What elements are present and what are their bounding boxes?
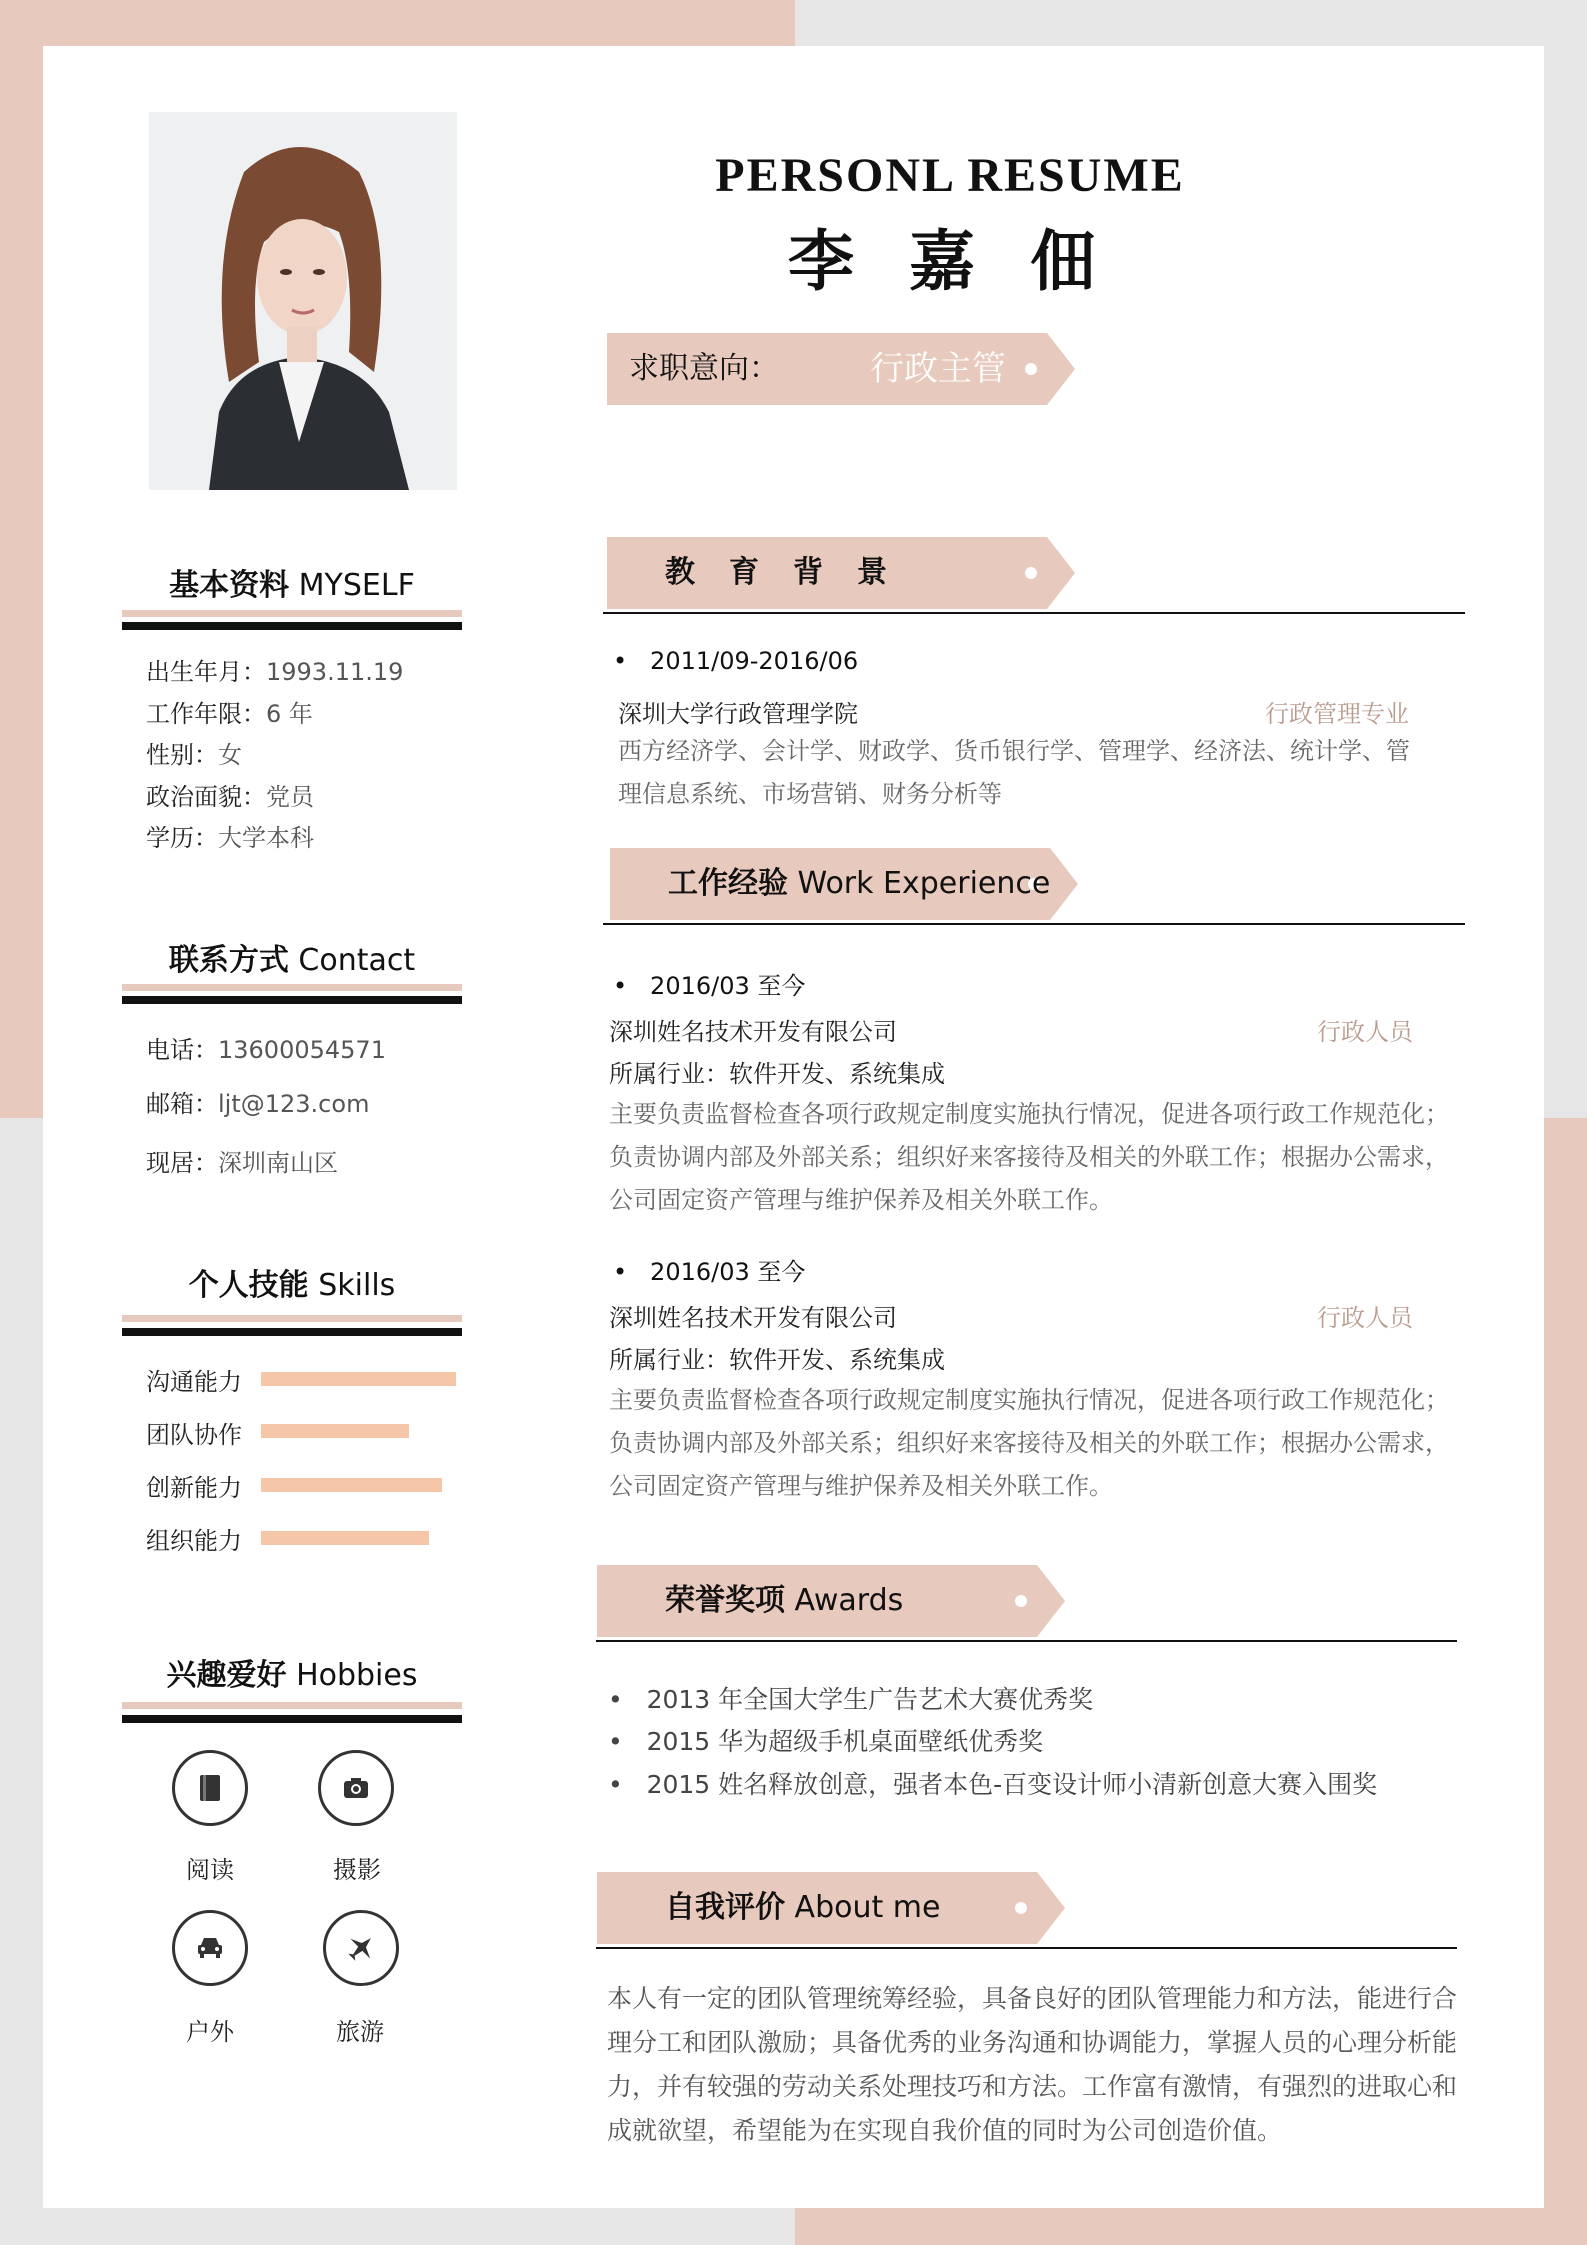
basic-item: 性别：女 <box>146 741 242 769</box>
heading-rule <box>122 1702 462 1709</box>
objective-banner <box>607 333 1077 405</box>
work-heading: 工作经验 Work Experience <box>668 866 1051 901</box>
award-item: • 2015 华为超级手机桌面壁纸优秀奖 <box>608 1727 1044 1756</box>
about-text: 本人有一定的团队管理统筹经验，具备良好的团队管理能力和方法，能进行合 理分工和团队激励；具备优秀的业务沟通和协调能力，掌握人员的心理分析能 力，并有较强的劳动关系处理技巧和方法。工作富有激情，有强烈的进取心和 成就欲望，希望能为在实现自我价值的同时为公司创造价值。 <box>607 1984 1458 2145</box>
education-school: 深圳大学行政管理学院 <box>618 700 858 728</box>
about-heading: 自我评价 About me <box>665 1890 941 1925</box>
heading-cn: 基本资料 <box>169 568 290 603</box>
section-divider <box>603 612 1465 614</box>
heading-rule <box>122 1315 462 1322</box>
hobby-label: 摄影 <box>333 1856 381 1884</box>
education-courses: 西方经济学、会计学、财政学、货币银行学、管理学、经济法、统计学、管 理信息系统、市场营销、财务分析等 <box>618 737 1410 808</box>
heading-cn: 联系方式 <box>168 943 289 978</box>
candidate-name: 李 嘉 佃 <box>788 223 1112 300</box>
hobby-label: 旅游 <box>336 2018 384 2046</box>
job-role: 行政人员 <box>1317 1018 1413 1046</box>
book-icon <box>172 1750 248 1826</box>
contact-email: 邮箱：ljt@123.com <box>146 1090 370 1118</box>
awards-banner <box>597 1565 1067 1637</box>
basic-info-heading <box>122 560 462 604</box>
skill-bar <box>261 1531 429 1545</box>
contact-phone: 电话：13600054571 <box>146 1036 386 1064</box>
car-icon <box>172 1910 248 1986</box>
resume-title: PERSONL RESUME <box>715 149 1185 202</box>
skill-label: 沟通能力 <box>146 1368 242 1396</box>
job-company: 深圳姓名技术开发有限公司 <box>609 1304 897 1332</box>
job-industry: 所属行业：软件开发、系统集成 <box>609 1346 945 1374</box>
hobby-label: 户外 <box>186 2018 234 2046</box>
job-description: 主要负责监督检查各项行政规定制度实施执行情况，促进各项行政工作规范化； 负责协调内部及外部关系；组织好来客接待及相关的外联工作；根据办公需求， 公司固定资产管理与维护保养及相关外联工作。 <box>609 1386 1449 1500</box>
basic-item: 出生年月：1993.11.19 <box>146 658 404 686</box>
objective-value: 行政主管 <box>870 349 1006 389</box>
skills-heading <box>122 1260 462 1304</box>
job-company: 深圳姓名技术开发有限公司 <box>609 1018 897 1046</box>
airplane-icon <box>323 1910 399 1986</box>
heading-rule <box>122 984 462 991</box>
job-date: • 2016/03 至今 <box>613 972 806 1000</box>
heading-rule <box>122 1328 462 1336</box>
basic-item: 政治面貌：党员 <box>146 783 314 811</box>
heading-en: Skills <box>318 1268 396 1303</box>
heading-rule <box>122 622 462 630</box>
awards-heading: 荣誉奖项 Awards <box>665 1583 904 1618</box>
objective-label: 求职意向： <box>629 351 779 386</box>
skill-bar <box>261 1372 456 1386</box>
job-role: 行政人员 <box>1317 1304 1413 1332</box>
skill-bar <box>261 1424 409 1438</box>
education-major: 行政管理专业 <box>1265 700 1409 728</box>
job-date: • 2016/03 至今 <box>613 1258 806 1286</box>
skill-label: 创新能力 <box>146 1474 242 1502</box>
heading-rule <box>122 996 462 1004</box>
section-divider <box>596 1947 1457 1949</box>
contact-address: 现居：深圳南山区 <box>146 1149 338 1177</box>
skill-label: 组织能力 <box>146 1527 242 1555</box>
profile-photo <box>149 112 457 490</box>
about-banner <box>597 1872 1067 1944</box>
hobbies-heading <box>122 1650 462 1694</box>
section-divider <box>603 923 1465 925</box>
basic-item: 学历：大学本科 <box>146 824 314 852</box>
heading-cn: 个人技能 <box>188 1268 309 1303</box>
skill-bar <box>261 1478 442 1492</box>
job-description: 主要负责监督检查各项行政规定制度实施执行情况，促进各项行政工作规范化； 负责协调内部及外部关系；组织好来客接待及相关的外联工作；根据办公需求， 公司固定资产管理与维护保养及相关外联工作。 <box>609 1100 1449 1214</box>
award-item: • 2013 年全国大学生广告艺术大赛优秀奖 <box>608 1685 1094 1714</box>
contact-heading <box>122 935 462 979</box>
heading-rule <box>122 610 462 617</box>
work-banner <box>610 848 1080 920</box>
heading-en: MYSELF <box>298 568 415 603</box>
education-date: • 2011/09-2016/06 <box>613 647 859 675</box>
heading-en: Contact <box>298 943 416 978</box>
education-banner <box>607 537 1077 609</box>
education-heading: 教 育 背 景 <box>665 555 889 590</box>
award-item: • 2015 姓名释放创意，强者本色-百变设计师小清新创意大赛入围奖 <box>608 1770 1378 1799</box>
skill-label: 团队协作 <box>146 1421 242 1449</box>
basic-item: 工作年限：6 年 <box>146 700 313 728</box>
section-divider <box>596 1640 1457 1642</box>
heading-cn: 兴趣爱好 <box>166 1658 287 1693</box>
hobby-label: 阅读 <box>186 1856 234 1884</box>
job-industry: 所属行业：软件开发、系统集成 <box>609 1060 945 1088</box>
heading-rule <box>122 1715 462 1723</box>
camera-icon <box>318 1750 394 1826</box>
heading-en: Hobbies <box>296 1658 418 1693</box>
